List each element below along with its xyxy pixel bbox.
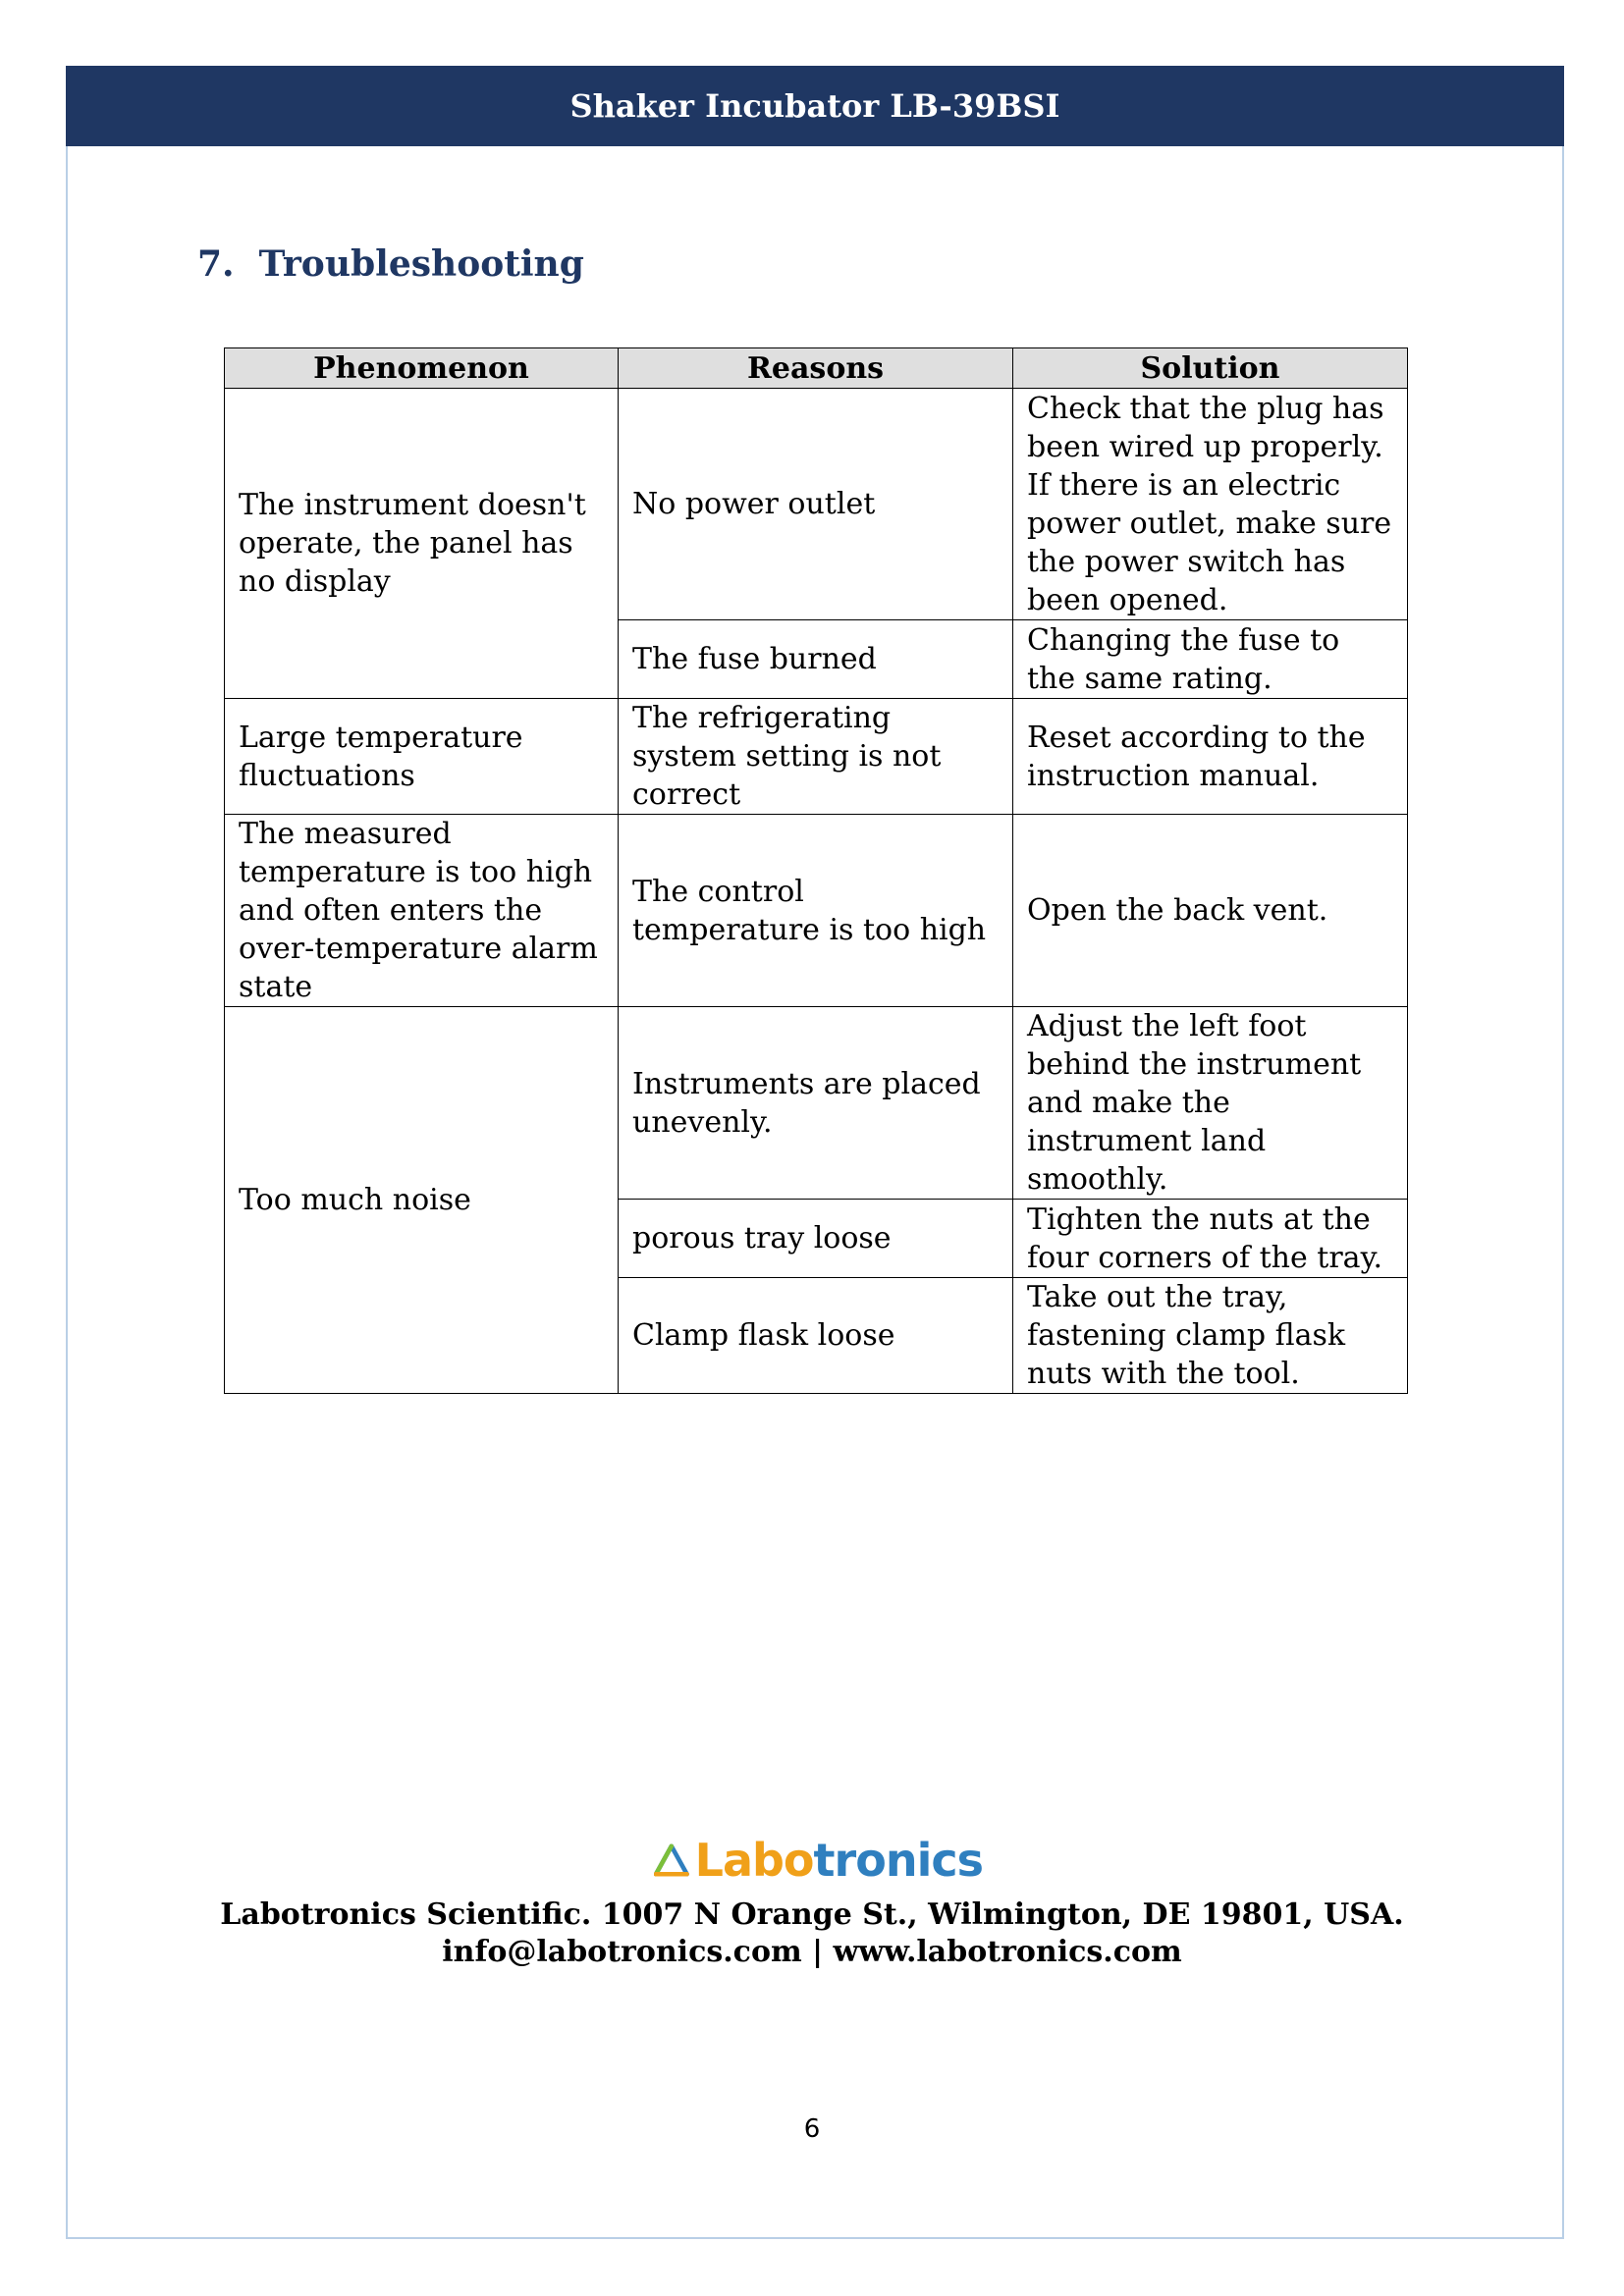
phenomenon-cell: The instrument doesn't operate, the panel has no display [225, 389, 619, 699]
solution-cell: Check that the plug has been wired up properly. If there is an electric power outlet, make sure the power switch has been opened. [1013, 389, 1408, 620]
solution-cell: Open the back vent. [1013, 815, 1408, 1007]
reason-cell: The refrigerating system setting is not correct [619, 699, 1013, 815]
reason-cell: porous tray loose [619, 1200, 1013, 1278]
solution-cell: Take out the tray, fastening clamp flask nuts with the tool. [1013, 1278, 1408, 1394]
section-number: 7. [197, 243, 235, 285]
header-reasons: Reasons [619, 348, 1013, 389]
table-header-row [225, 348, 1408, 389]
table-row [225, 815, 1408, 1007]
solution-cell: Changing the fuse to the same rating. [1013, 620, 1408, 699]
header-title: Shaker Incubator LB-39BSI [569, 87, 1060, 125]
logo-text-part1: Labo [694, 1834, 814, 1887]
labotronics-logo [654, 1826, 983, 1895]
solution-cell: Reset according to the instruction manual. [1013, 699, 1408, 815]
table-row [225, 699, 1408, 815]
logo-text-part2: tronics [813, 1834, 983, 1887]
section-title [197, 243, 584, 285]
header-solution: Solution [1013, 348, 1408, 389]
footer-address-block [0, 1896, 1624, 1971]
footer-contact: info@labotronics.com | www.labotronics.com [442, 1935, 1182, 1969]
header-phenomenon: Phenomenon [225, 348, 619, 389]
table-row [225, 1007, 1408, 1200]
footer-address: Labotronics Scientific. 1007 N Orange St., Wilmington, DE 19801, USA. [220, 1897, 1404, 1932]
page-header [66, 66, 1564, 146]
reason-cell: No power outlet [619, 389, 1013, 620]
logo-wordmark [695, 1834, 983, 1887]
phenomenon-cell: The measured temperature is too high and often enters the over-temperature alarm state [225, 815, 619, 1007]
triangle-logo-icon [654, 1829, 689, 1892]
section-title-text: Troubleshooting [258, 243, 584, 285]
table-row [225, 389, 1408, 620]
phenomenon-cell: Too much noise [225, 1007, 619, 1394]
reason-cell: Instruments are placed unevenly. [619, 1007, 1013, 1200]
page-number: 6 [803, 2114, 821, 2144]
reason-cell: The fuse burned [619, 620, 1013, 699]
solution-cell: Adjust the left foot behind the instrument and make the instrument land smoothly. [1013, 1007, 1408, 1200]
reason-cell: The control temperature is too high [619, 815, 1013, 1007]
solution-cell: Tighten the nuts at the four corners of the tray. [1013, 1200, 1408, 1278]
troubleshooting-table [224, 347, 1408, 1394]
reason-cell: Clamp flask loose [619, 1278, 1013, 1394]
phenomenon-cell: Large temperature fluctuations [225, 699, 619, 815]
